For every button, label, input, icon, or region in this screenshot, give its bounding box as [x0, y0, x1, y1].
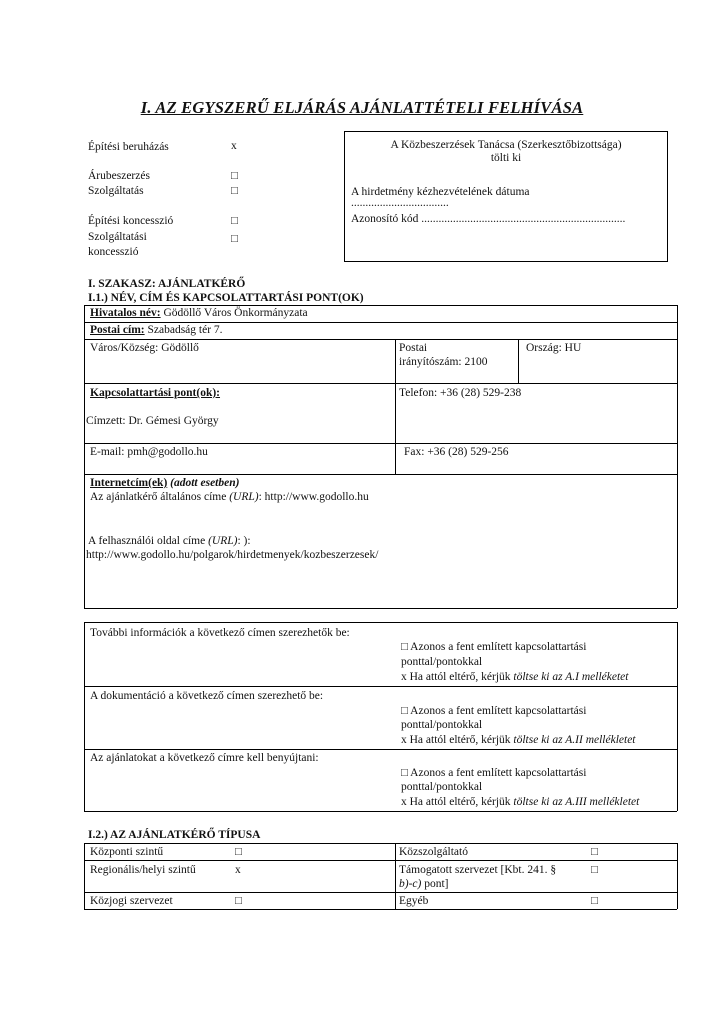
- type-label-services: Szolgáltatás: [88, 185, 144, 197]
- section1-subheading: I.1.) NÉV, CÍM ÉS KAPCSOLATTARTÁSI PONT(OK): [88, 292, 364, 304]
- postal-address: Szabadság tér 7.: [144, 324, 223, 336]
- buyer-url[interactable]: http://www.godollo.hu/polgarok/hirdetmenyek/kozbeszerzesek/: [86, 549, 379, 561]
- id-code-row: [351, 213, 625, 225]
- tenders-other-annex: töltse ki az A.III mellékletet: [513, 796, 640, 808]
- documentation-other[interactable]: [401, 734, 636, 746]
- type-regional-mark[interactable]: x: [235, 864, 241, 876]
- country-label: Ország:: [526, 342, 562, 354]
- type-mark-services[interactable]: □: [231, 185, 238, 197]
- type-supported: Támogatott szervezet [Kbt. 241. §: [399, 864, 557, 876]
- further-info-same-2: ponttal/pontokkal: [401, 656, 483, 668]
- type-supported-points: b)-c): [399, 878, 422, 890]
- type-label-works: Építési beruházás: [88, 141, 169, 153]
- receipt-dots: ..................................: [351, 197, 449, 209]
- type-label-works-concession: Építési koncesszió: [88, 215, 174, 227]
- id-label: Azonosító kód: [351, 213, 419, 225]
- country-row: [526, 342, 581, 354]
- type-mark-works-concession[interactable]: □: [231, 215, 238, 227]
- council-heading-2: tölti ki: [490, 152, 522, 164]
- documentation-label: A dokumentáció a következő címen szerezhető be:: [90, 690, 324, 702]
- documentation-same-2: ponttal/pontokkal: [401, 719, 483, 731]
- type-public-law-mark[interactable]: □: [235, 895, 242, 907]
- type-utility-mark[interactable]: □: [591, 846, 598, 858]
- phone: Telefon: +36 (28) 529-238: [399, 387, 522, 399]
- type-label-supplies: Árubeszerzés: [88, 170, 150, 182]
- buyer-url-row: [88, 535, 251, 547]
- zip-label: Postai: [399, 342, 428, 354]
- postal-row: [90, 324, 223, 336]
- country: HU: [561, 342, 582, 354]
- further-info-same[interactable]: □ Azonos a fent említett kapcsolattartási: [401, 641, 587, 653]
- tenders-other[interactable]: [401, 796, 639, 808]
- tenders-same[interactable]: □ Azonos a fent említett kapcsolattartási: [401, 767, 587, 779]
- email: E-mail: pmh@godollo.hu: [90, 446, 208, 458]
- receipt-label: A hirdetmény kézhezvételének dátuma: [351, 186, 530, 198]
- type-other: Egyéb: [399, 895, 429, 907]
- type-label-services-concession-2: koncesszió: [88, 246, 139, 258]
- contact-points-label: Kapcsolattartási pont(ok):: [90, 387, 221, 399]
- type-supported-mark[interactable]: □: [591, 864, 598, 876]
- city: Város/Község: Gödöllő: [90, 342, 199, 354]
- general-url-prefix: Az ajánlatkérő általános címe: [90, 491, 230, 503]
- tenders-same-2: ponttal/pontokkal: [401, 781, 483, 793]
- general-url[interactable]: : http://www.godollo.hu: [258, 491, 369, 503]
- general-url-row: [90, 491, 369, 503]
- internet-row: [90, 477, 239, 489]
- type-mark-supplies[interactable]: □: [231, 170, 238, 182]
- type-supported-2: [399, 878, 449, 890]
- type-mark-works[interactable]: x: [231, 140, 237, 152]
- further-info-other[interactable]: [401, 671, 628, 683]
- type-label-services-concession: Szolgáltatási: [88, 231, 147, 243]
- type-other-mark[interactable]: □: [591, 895, 598, 907]
- type-regional: Regionális/helyi szintű: [90, 864, 196, 876]
- internet-label: Internetcím(ek): [90, 477, 168, 489]
- page-title: I. AZ EGYSZERŰ ELJÁRÁS AJÁNLATTÉTELI FELHÍVÁSA: [140, 98, 584, 117]
- type-public-law: Közjogi szervezet: [90, 895, 173, 907]
- tenders-other-text: x Ha attól eltérő, kérjük: [401, 796, 514, 808]
- addressee: Címzett: Dr. Gémesi György: [86, 415, 219, 427]
- documentation-same[interactable]: □ Azonos a fent említett kapcsolattartási: [401, 705, 587, 717]
- further-info-label: További információk a következő címen szerezhetők be:: [90, 627, 350, 639]
- zip: irányítószám: 2100: [399, 356, 488, 368]
- tenders-label: Az ajánlatokat a következő címre kell benyújtani:: [90, 752, 319, 764]
- type-central: Központi szintű: [90, 846, 164, 858]
- further-info-other-text: x Ha attól eltérő, kérjük: [401, 671, 514, 683]
- documentation-other-text: x Ha attól eltérő, kérjük: [401, 734, 514, 746]
- documentation-other-annex: töltse ki az A.II mellékletet: [513, 734, 636, 746]
- council-heading: A Közbeszerzések Tanácsa (Szerkesztőbizottsága): [390, 139, 622, 151]
- type-supported-suffix: pont]: [421, 878, 449, 890]
- type-mark-services-concession[interactable]: □: [231, 233, 238, 245]
- internet-note: (adott esetben): [167, 477, 240, 489]
- official-name: Gödöllő Város Önkormányzata: [160, 307, 308, 319]
- official-name-row: [90, 307, 308, 319]
- buyer-url-suffix: : ):: [237, 535, 251, 547]
- general-url-tag: (URL): [229, 491, 259, 503]
- type-utility: Közszolgáltató: [399, 846, 468, 858]
- postal-label: Postai cím:: [90, 324, 145, 336]
- section2-heading: I.2.) AZ AJÁNLATKÉRŐ TÍPUSA: [88, 829, 261, 841]
- id-dots: .......................................................................: [418, 213, 626, 225]
- section1-heading: I. SZAKASZ: AJÁNLATKÉRŐ: [88, 278, 246, 290]
- type-central-mark[interactable]: □: [235, 846, 242, 858]
- official-name-label: Hivatalos név:: [90, 307, 161, 319]
- buyer-url-prefix: A felhasználói oldal címe: [88, 535, 209, 547]
- buyer-url-tag: (URL): [208, 535, 238, 547]
- further-info-other-annex: töltse ki az A.I melléketet: [513, 671, 629, 683]
- fax: Fax: +36 (28) 529-256: [404, 446, 509, 458]
